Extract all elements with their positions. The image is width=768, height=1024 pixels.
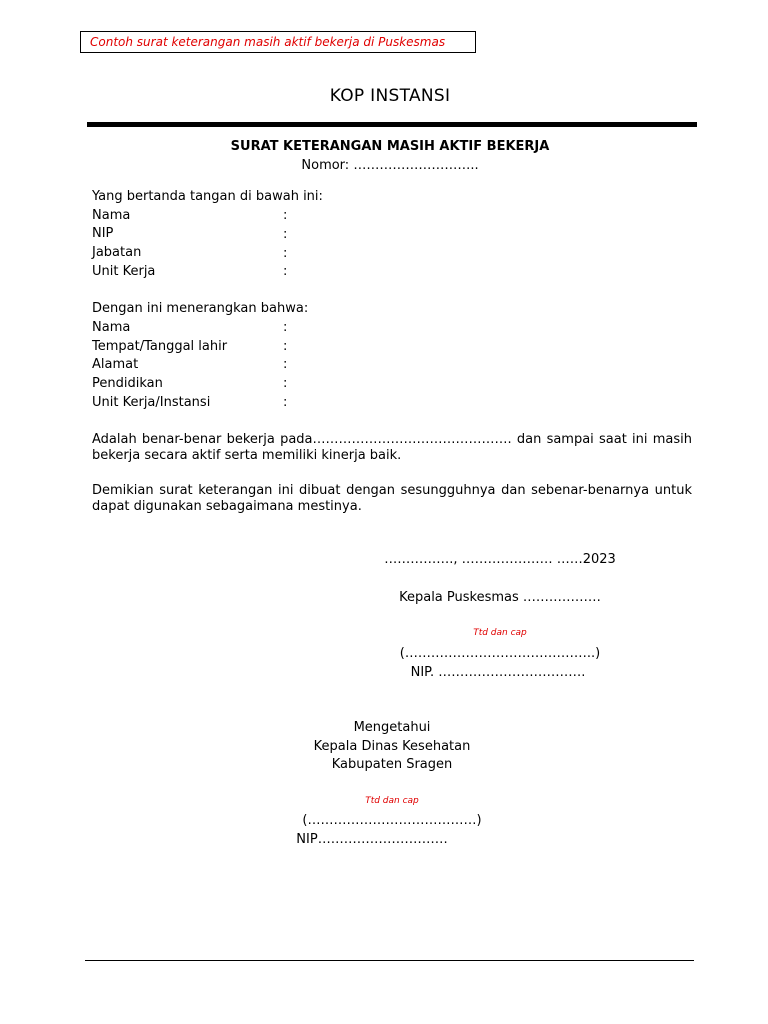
- field-label: Jabatan: [92, 245, 142, 260]
- section1-intro: Yang bertanda tangan di bawah ini:: [92, 189, 323, 204]
- acknowledger-name-line: (…………………………………): [302, 813, 482, 828]
- field-colon: :: [283, 320, 288, 335]
- letter-number: Nomor: ………………………..: [301, 158, 479, 173]
- acknowledger-region: Kabupaten Sragen: [331, 757, 453, 772]
- field-label: Nama: [92, 208, 131, 223]
- signatory-position: Kepala Puskesmas ………………: [399, 590, 601, 605]
- letterhead-title: KOP INSTANSI: [329, 86, 451, 106]
- acknowledger-nip: NIP…………………………: [296, 832, 448, 847]
- field-colon: :: [283, 395, 288, 410]
- date-place-line: ……………., ………………… ……2023: [384, 552, 616, 567]
- footer-divider: [85, 960, 694, 961]
- field-label: Alamat: [92, 357, 139, 372]
- field-colon: :: [283, 357, 288, 372]
- signatory-nip: NIP. …………………………….: [410, 665, 586, 680]
- signatory-name-line: (……………………………………..): [399, 646, 601, 661]
- acknowledgement-label: Mengetahui: [353, 720, 431, 735]
- field-label: NIP: [92, 226, 114, 241]
- field-label: Unit Kerja: [92, 264, 156, 279]
- field-label: Pendidikan: [92, 376, 163, 391]
- field-colon: :: [283, 227, 288, 242]
- closing-paragraph: Demikian surat keterangan ini dibuat dengan sesungguhnya dan sebenar-benarnya untuk dapat digunakan sebagaimana mestinya.: [92, 483, 692, 514]
- body-paragraph: Adalah benar-benar bekerja pada………………………………………. dan sampai saat ini masih bekerja secara aktif serta memiliki kinerja baik.: [92, 432, 692, 463]
- field-colon: :: [283, 376, 288, 391]
- section2-intro: Dengan ini menerangkan bahwa:: [92, 301, 309, 316]
- signature-stamp-placeholder: Ttd dan cap: [365, 796, 419, 806]
- signature-stamp-placeholder: Ttd dan cap: [473, 628, 527, 638]
- acknowledger-position: Kepala Dinas Kesehatan: [313, 739, 471, 754]
- field-colon: :: [283, 208, 288, 223]
- field-colon: :: [283, 246, 288, 261]
- field-colon: :: [283, 339, 288, 354]
- field-label: Nama: [92, 320, 131, 335]
- field-label: Tempat/Tanggal lahir: [92, 339, 228, 354]
- field-colon: :: [283, 264, 288, 279]
- field-label: Unit Kerja/Instansi: [92, 395, 211, 410]
- letterhead-divider: [87, 122, 697, 127]
- example-note: Contoh surat keterangan masih aktif bekerja di Puskesmas: [80, 31, 476, 53]
- letter-title: SURAT KETERANGAN MASIH AKTIF BEKERJA: [230, 139, 550, 154]
